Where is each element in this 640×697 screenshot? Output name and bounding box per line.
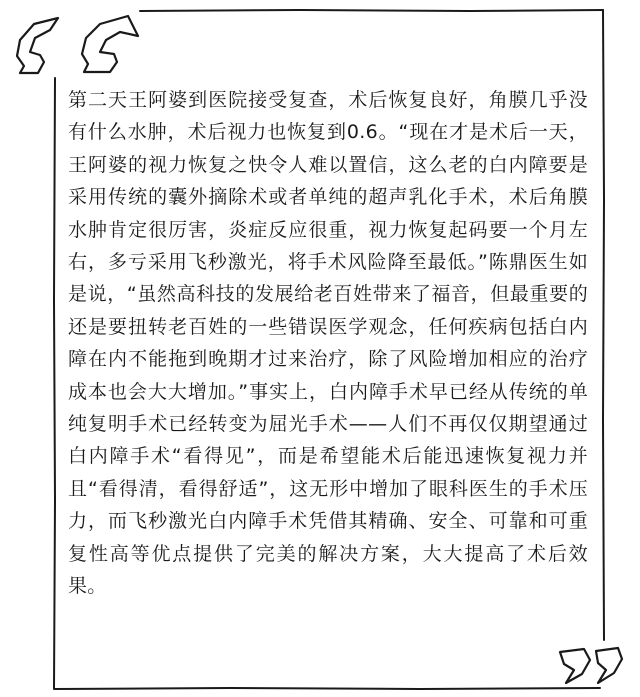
open-quote-icon [17, 16, 138, 73]
quote-body-text: 第二天王阿婆到医院接受复查，术后恢复良好，角膜几乎没有什么水肿，术后视力也恢复到0.6。“现在才是术后一天，王阿婆的视力恢复之快令人难以置信，这么老的白内障要是采用传统的囊外摘除术或者单纯的超声乳化手术，术后角膜水肿肯定很厉害，炎症反应很重，视力恢复起码要一个月左右，多亏采用飞秒激光，将手术风险降至最低。”陈鼎医生如是说，“虽然高科技的发展给老百姓带来了福音，但最重要的还是要扭转老百姓的一些错误医学观念，任何疾病包括白内障在内不能拖到晚期才过来治疗，除了风险增加相应的治疗成本也会大大增加。”事实上，白内障手术早已经从传统的单纯复明手术已经转变为屈光手术——人们不再仅仅期望通过白内障手术“看得见”，而是希望能术后能迅速恢复视力并且“看得清，看得舒适”，这无形中增加了眼科医生的手术压力，而飞秒激光白内障手术凭借其精确、安全、可靠和可重复性高等优点提供了完美的解决方案，大大提高了术后效果。 [68, 89, 588, 598]
close-quote-icon [560, 648, 622, 683]
